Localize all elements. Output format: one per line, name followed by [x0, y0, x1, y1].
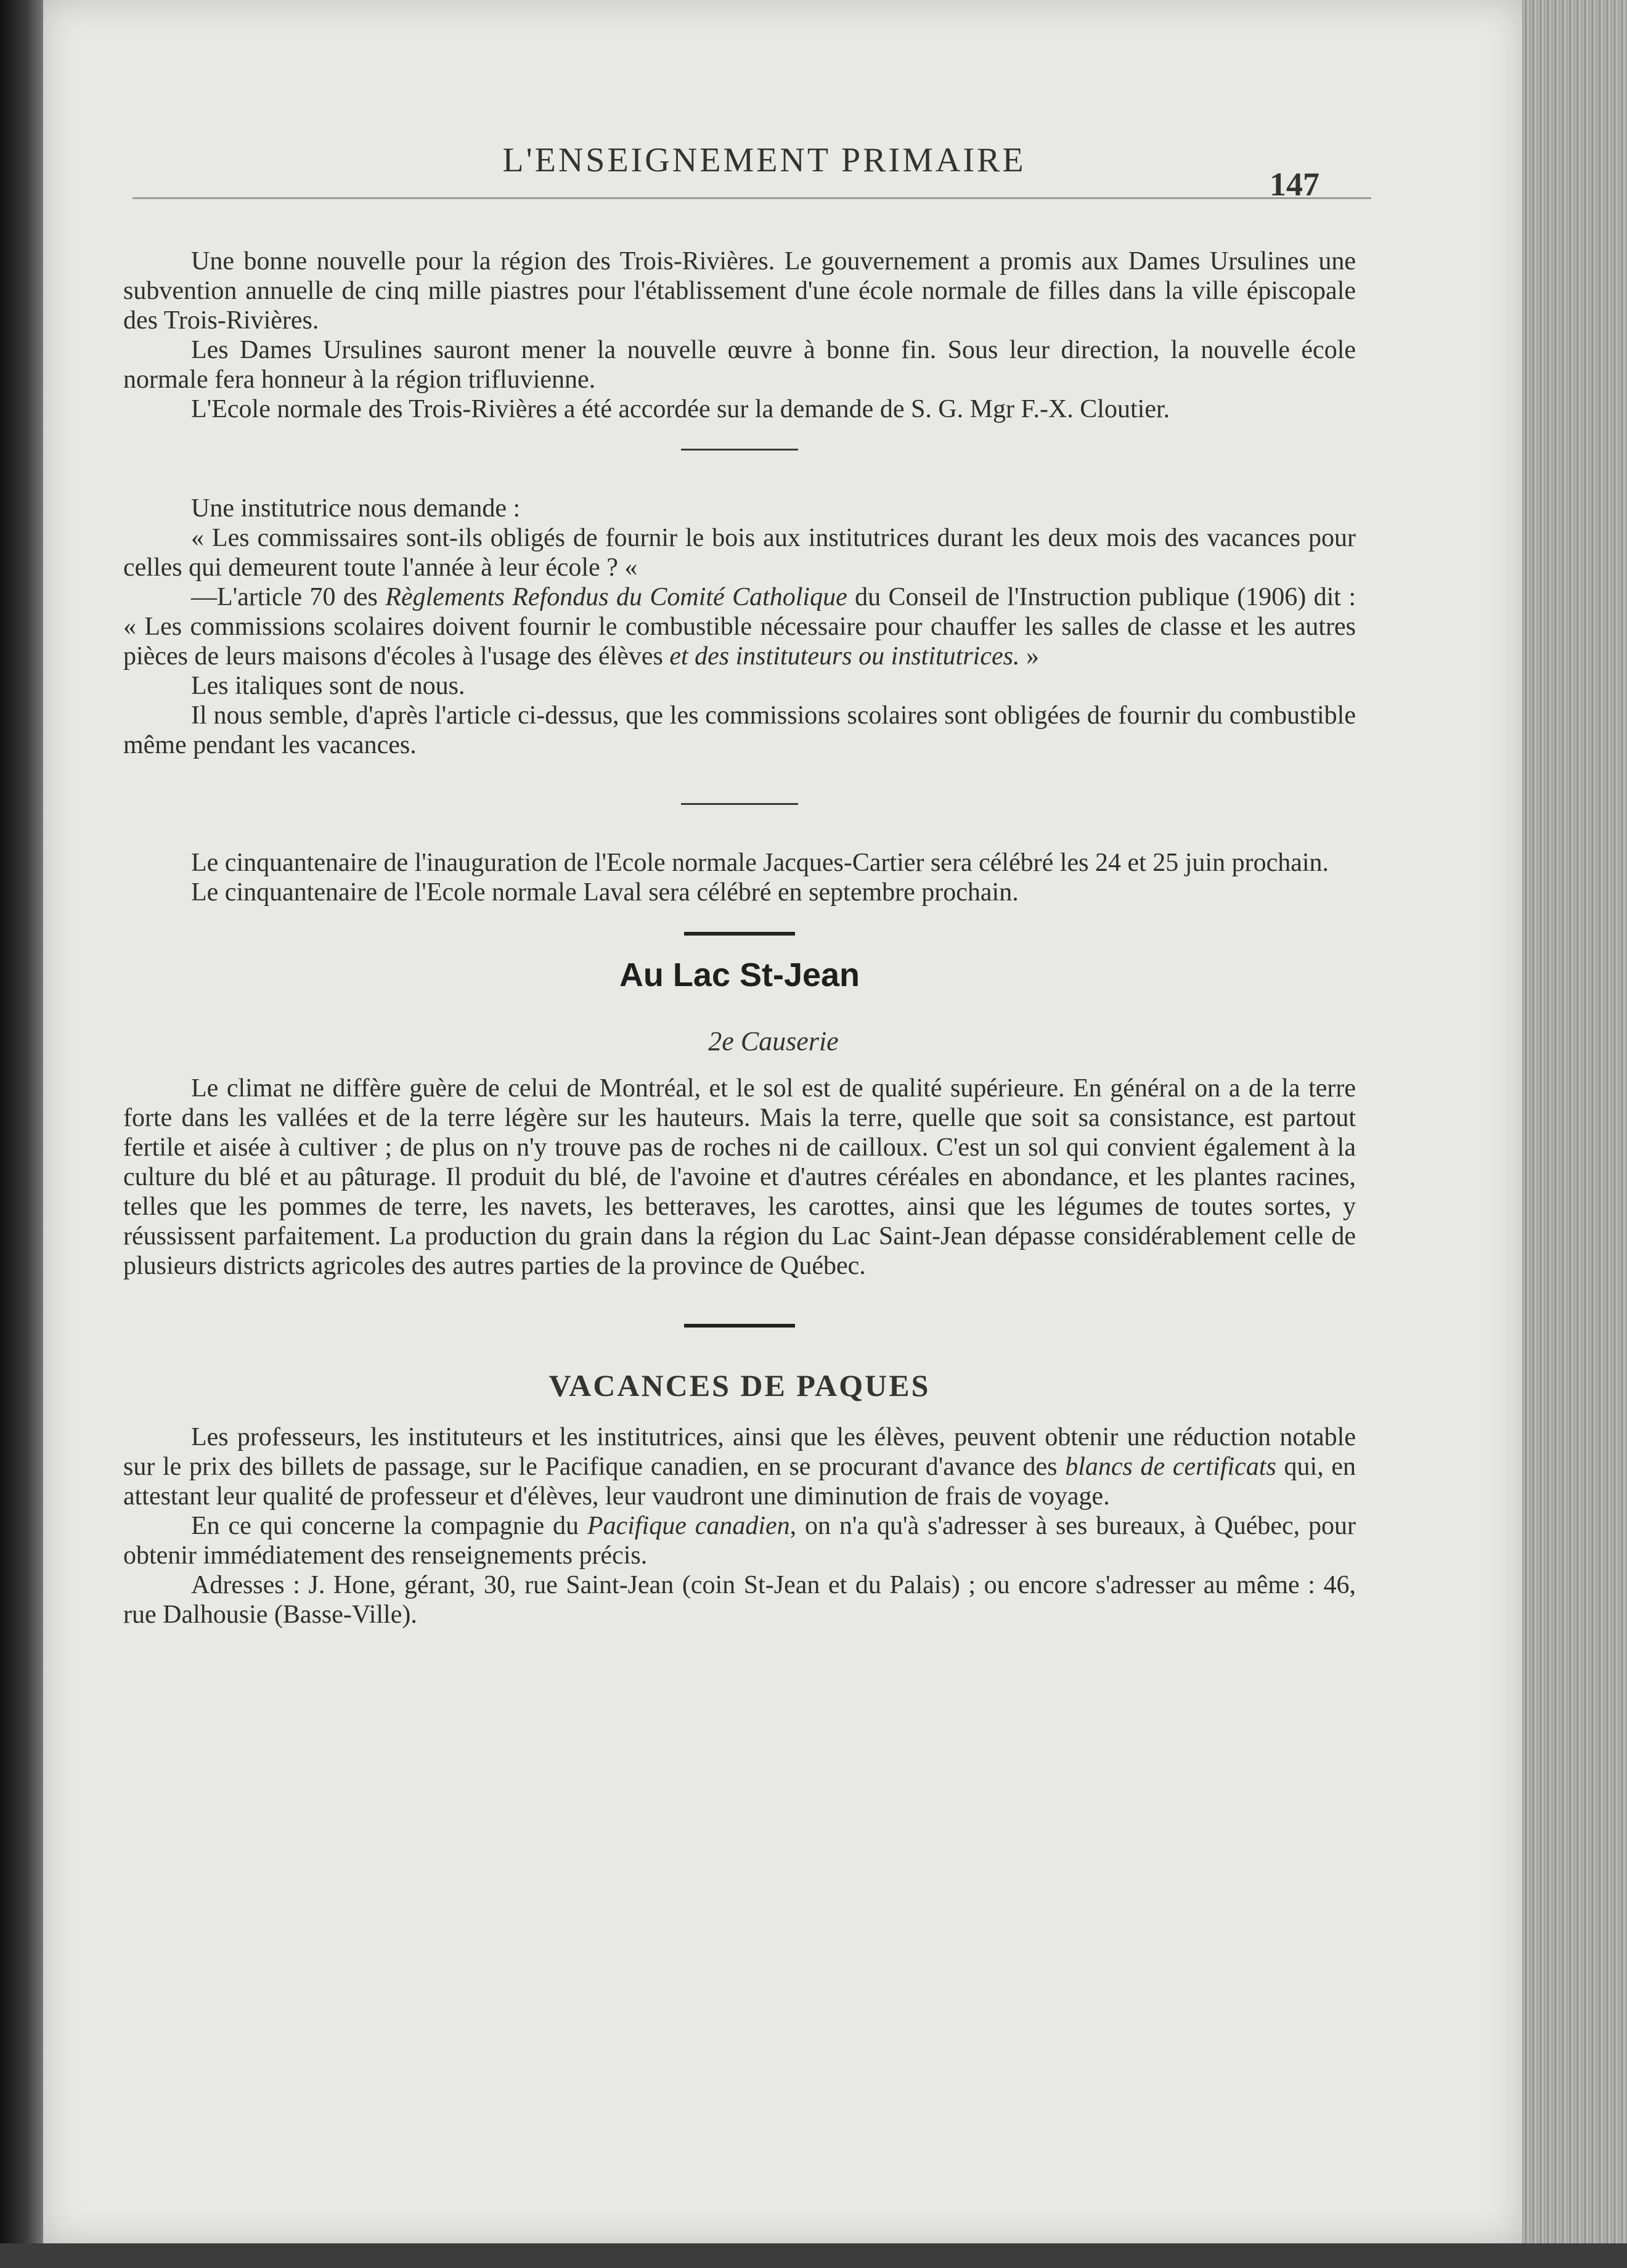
text-run: » [1019, 642, 1039, 671]
page-content [123, 247, 1356, 1630]
paragraph: « Les commissaires sont-ils obligés de fournir le bois aux institutrices durant les deux mois des vacances pour celles qui demeurent toute l'année à leur école ? « [123, 524, 1356, 582]
text-run: du Conseil de l'Instruction publique (1906) dit : « Les commissions scolaires doivent fournir le combustible nécessaire pour chauffer les salles de classe et les autres pièces de leurs maisons d'écoles à l'usage des élèves [123, 583, 1356, 671]
book-page [43, 0, 1522, 2243]
book-page-edges [1522, 0, 1627, 2268]
section-title: Au Lac St-Jean [619, 957, 860, 993]
question-institutrice [123, 494, 1356, 760]
section-title: VACANCES DE PAQUES [548, 1368, 931, 1403]
paragraph: Adresses : J. Hone, gérant, 30, rue Saint-Jean (coin St-Jean et du Palais) ; ou encore s'adresser au même : 46, rue Dalhousie (Basse-Ville). [123, 1571, 1356, 1629]
paragraph: Les italiques sont de nous. [191, 672, 465, 700]
paragraph: Une bonne nouvelle pour la région des Trois-Rivières. Le gouvernement a promis aux Dames Ursulines une subvention annuelle de cinq mille piastres pour l'établissement d'une école normale de filles dans la ville épiscopale des Trois-Rivières. [123, 247, 1356, 335]
section-subtitle: 2e Causerie [708, 1026, 839, 1056]
paragraph: Une institutrice nous demande : [191, 494, 521, 523]
page-number: 147 [1270, 166, 1319, 203]
text-run: qui, en attestant leur qualité de professeur et d'élèves, leur vaudront une diminution de frais de voyage. [123, 1453, 1356, 1511]
italic-text: Pacifique canadien [587, 1512, 790, 1540]
paragraph [123, 1511, 1356, 1570]
text-run: —L'article 70 des [191, 583, 386, 611]
page-header [43, 141, 1522, 203]
paragraph: Le cinquantenaire de l'Ecole normale Laval sera célébré en septembre prochain. [191, 878, 1019, 907]
header-rule [133, 197, 1371, 199]
italic-text: Règlements Refondus du Comité Catholique [385, 583, 847, 611]
paragraph: Il nous semble, d'après l'article ci-dessus, que les commissions scolaires sont obligées de fournir du combustible même pendant les vacances. [123, 701, 1356, 759]
paragraph: L'Ecole normale des Trois-Rivières a été accordée sur la demande de S. G. Mgr F.-X. Cloutier. [191, 395, 1170, 423]
running-title: L'ENSEIGNEMENT PRIMAIRE [502, 141, 1026, 179]
text-run: Les professeurs, les instituteurs et les institutrices, ainsi que les élèves, peuvent obtenir une réduction notable sur le prix des billets de passage, sur le Pacifique canadien, en se procurant d'avance des [123, 1423, 1356, 1481]
paragraph [123, 1422, 1356, 1511]
text-run: , on n'a qu'à s'adresser à ses bureaux, à Québec, pour obtenir immédiatement des renseignements précis. [123, 1512, 1356, 1570]
paragraph [123, 582, 1356, 671]
italic-text: et des instituteurs ou institutrices. [669, 642, 1020, 671]
scan-shadow-left [0, 0, 43, 2268]
text-run: En ce qui concerne la compagnie du [191, 1512, 587, 1540]
scan-bottom-band [0, 2243, 1627, 2268]
paragraph: Le cinquantenaire de l'inauguration de l'Ecole normale Jacques-Cartier sera célébré les 24 et 25 juin prochain. [191, 849, 1329, 877]
article-vacances-paques [123, 1368, 1356, 1630]
italic-text: blancs de certificats [1065, 1453, 1276, 1481]
paragraph: Le climat ne diffère guère de celui de Montréal, et le sol est de qualité supérieure. En général on a de la terre forte dans les vallées et de la terre légère sur les hauteurs. Mais la terre, quelle que soit sa consistance, est partout fertile et aisée à cultiver ; de plus on n'y trouve pas de roches ni de cailloux. C'est un sol qui convient également à la culture du blé et au pâturage. Il produit du blé, de l'avoine et d'autres céréales en abondance, et les plantes racines, telles que les pommes de terre, les navets, les betteraves, les carottes, ainsi que les légumes de toutes sortes, y réussissent parfaitement. La production du grain dans la région du Lac Saint-Jean dépasse considérablement celle de plusieurs districts agricoles des autres parties de la province de Québec. [123, 1074, 1356, 1280]
news-ursulines [123, 247, 1356, 424]
cinquantenaire-news [123, 848, 1356, 907]
paragraph: Les Dames Ursulines sauront mener la nouvelle œuvre à bonne fin. Sous leur direction, la nouvelle école normale fera honneur à la région trifluvienne. [123, 336, 1356, 394]
article-lac-st-jean [123, 957, 1356, 1281]
